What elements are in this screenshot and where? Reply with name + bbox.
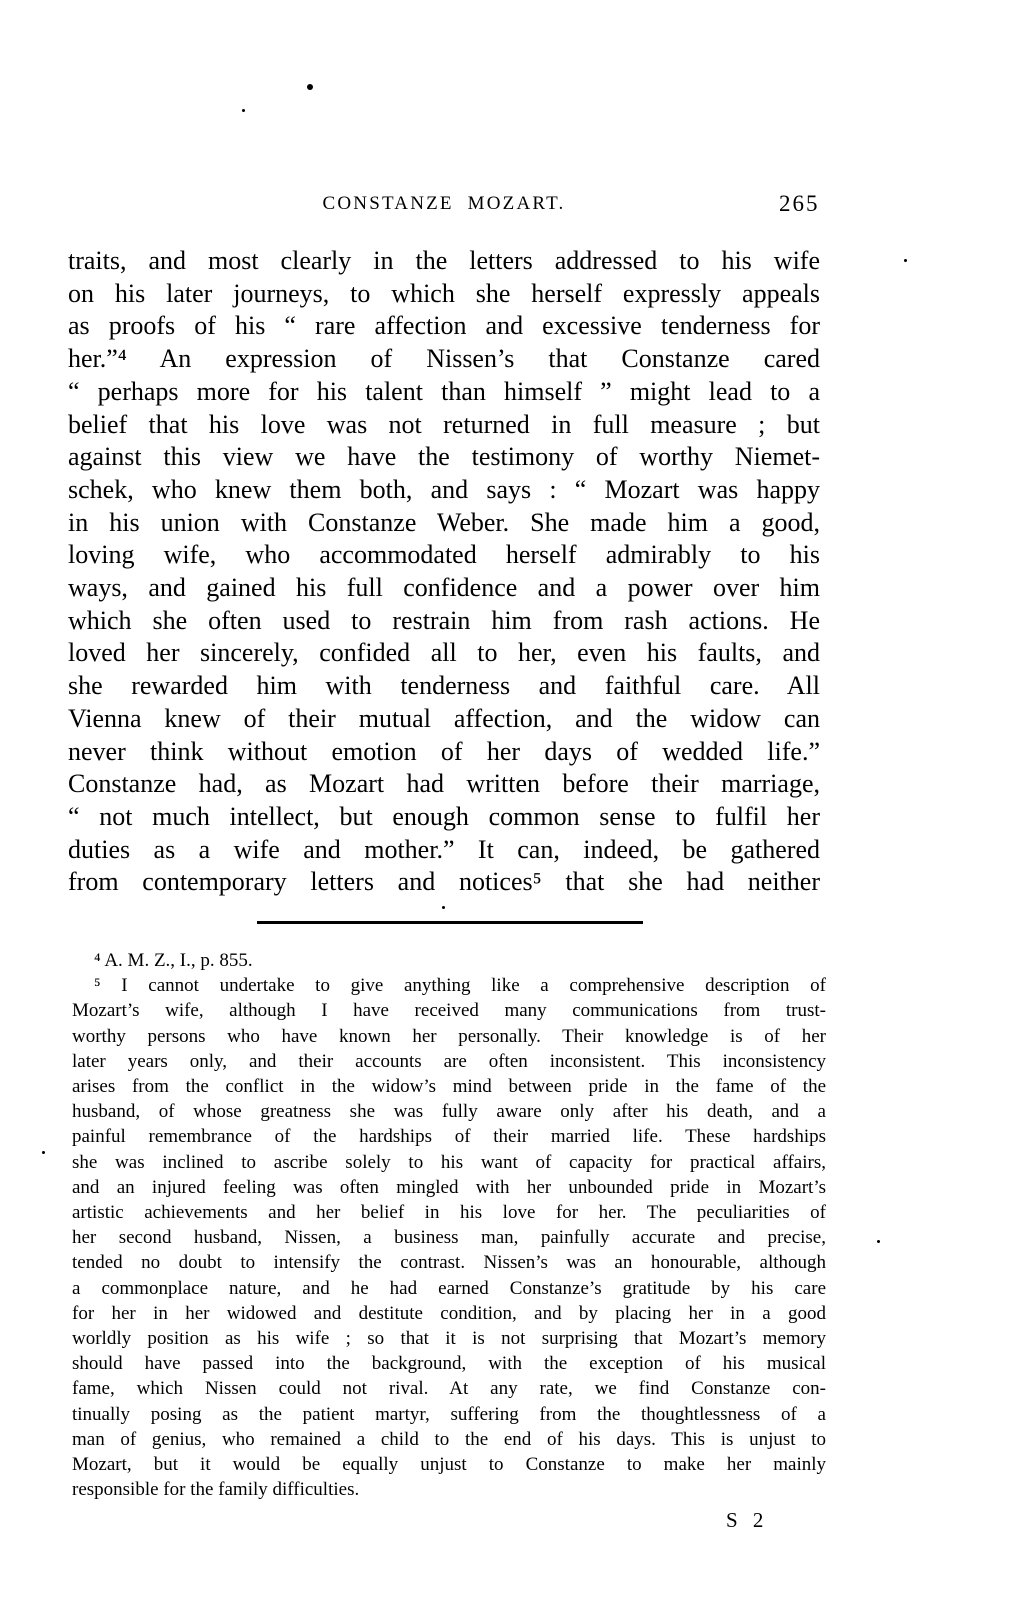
page-header — [68, 193, 820, 219]
scan-speck — [877, 1240, 880, 1243]
text-line: Mozart’s wife, although I have received many communications from trust- — [72, 1000, 826, 1022]
text-line: fame, which Nissen could not rival. At any rate, we find Constanze con- — [72, 1378, 826, 1400]
scan-speck — [442, 906, 445, 909]
scan-speck — [42, 1151, 45, 1154]
text-line: ⁵ I cannot undertake to give anything like a comprehensive description of — [94, 975, 826, 997]
text-line: loved her sincerely, confided all to her, even his faults, and — [68, 638, 820, 668]
text-line: on his later journeys, to which she herself expressly appeals — [68, 278, 820, 308]
text-line: arises from the conflict in the widow’s mind between pride in the fame of the — [72, 1076, 826, 1098]
text-line: a commonplace nature, and he had earned Constanze’s gratitude by his care — [72, 1277, 826, 1299]
text-line: Constanze had, as Mozart had written before their marriage, — [68, 769, 820, 799]
text-line: belief that his love was not returned in full measure ; but — [68, 409, 820, 439]
scan-speck — [242, 109, 245, 112]
text-line: Mozart, but it would be equally unjust to Constanze to make her mainly — [72, 1454, 826, 1476]
text-line: from contemporary letters and notices⁵ that she had neither — [68, 867, 820, 897]
text-line: man of genius, who remained a child to the end of his days. This is unjust to — [72, 1428, 826, 1450]
text-line: schek, who knew them both, and says : “ Mozart was happy — [68, 474, 820, 504]
text-line: she rewarded him with tenderness and faithful care. All — [68, 671, 820, 701]
text-line: which she often used to restrain him from rash actions. He — [68, 605, 820, 635]
text-line: for her in her widowed and destitute condition, and by placing her in a good — [72, 1302, 826, 1324]
text-line: she was inclined to ascribe solely to his want of capacity for practical affairs, — [72, 1151, 826, 1173]
text-line: painful remembrance of the hardships of their married life. These hardships — [72, 1126, 826, 1148]
text-line: worthy persons who have known her personally. Their knowledge is of her — [72, 1025, 826, 1047]
text-line: in his union with Constanze Weber. She made him a good, — [68, 507, 820, 537]
text-line: duties as a wife and mother.” It can, indeed, be gathered — [68, 834, 820, 864]
text-line: worldly position as his wife ; so that it is not surprising that Mozart’s memory — [72, 1328, 826, 1350]
text-line: later years only, and their accounts are often inconsistent. This inconsistency — [72, 1050, 826, 1072]
text-line: responsible for the family difficulties. — [72, 1479, 360, 1501]
text-line: her.”⁴ An expression of Nissen’s that Constanze cared — [68, 344, 820, 374]
footnote-rule — [257, 921, 643, 924]
page-number: 265 — [779, 191, 820, 216]
text-line: Vienna knew of their mutual affection, and the widow can — [68, 703, 820, 733]
footnotes — [72, 948, 826, 1502]
scan-speck — [904, 259, 907, 262]
body-text — [68, 245, 820, 899]
text-line: ways, and gained his full confidence and a power over him — [68, 573, 820, 603]
text-line: ⁴ A. M. Z., I., p. 855. — [94, 950, 253, 971]
text-line: traits, and most clearly in the letters addressed to his wife — [68, 246, 820, 275]
scan-speck — [307, 84, 313, 90]
text-line: against this view we have the testimony of worthy Niemet- — [68, 442, 820, 472]
text-line: should have passed into the background, with the exception of his musical — [72, 1353, 826, 1375]
text-line: tinually posing as the patient martyr, suffering from the thoughtlessness of a — [72, 1403, 826, 1425]
text-line: tended no doubt to intensify the contrast. Nissen’s was an honourable, although — [72, 1252, 826, 1274]
text-line: artistic achievements and her belief in his love for her. The peculiarities of — [72, 1202, 826, 1224]
text-line: “ not much intellect, but enough common sense to fulfil her — [68, 801, 820, 831]
signature-mark: S 2 — [726, 1508, 764, 1532]
text-line: “ perhaps more for his talent than himself ” might lead to a — [68, 376, 820, 406]
text-line: loving wife, who accommodated herself admirably to his — [68, 540, 820, 570]
text-line: and an injured feeling was often mingled with her unbounded pride in Mozart’s — [72, 1176, 826, 1198]
text-line: husband, of whose greatness she was fully aware only after his death, and a — [72, 1101, 826, 1123]
running-title: CONSTANZE MOZART. — [322, 193, 566, 214]
text-line: never think without emotion of her days of wedded life.” — [68, 736, 820, 766]
text-line: as proofs of his “ rare affection and excessive tenderness for — [68, 311, 820, 341]
text-line: her second husband, Nissen, a business man, painfully accurate and precise, — [72, 1227, 826, 1249]
